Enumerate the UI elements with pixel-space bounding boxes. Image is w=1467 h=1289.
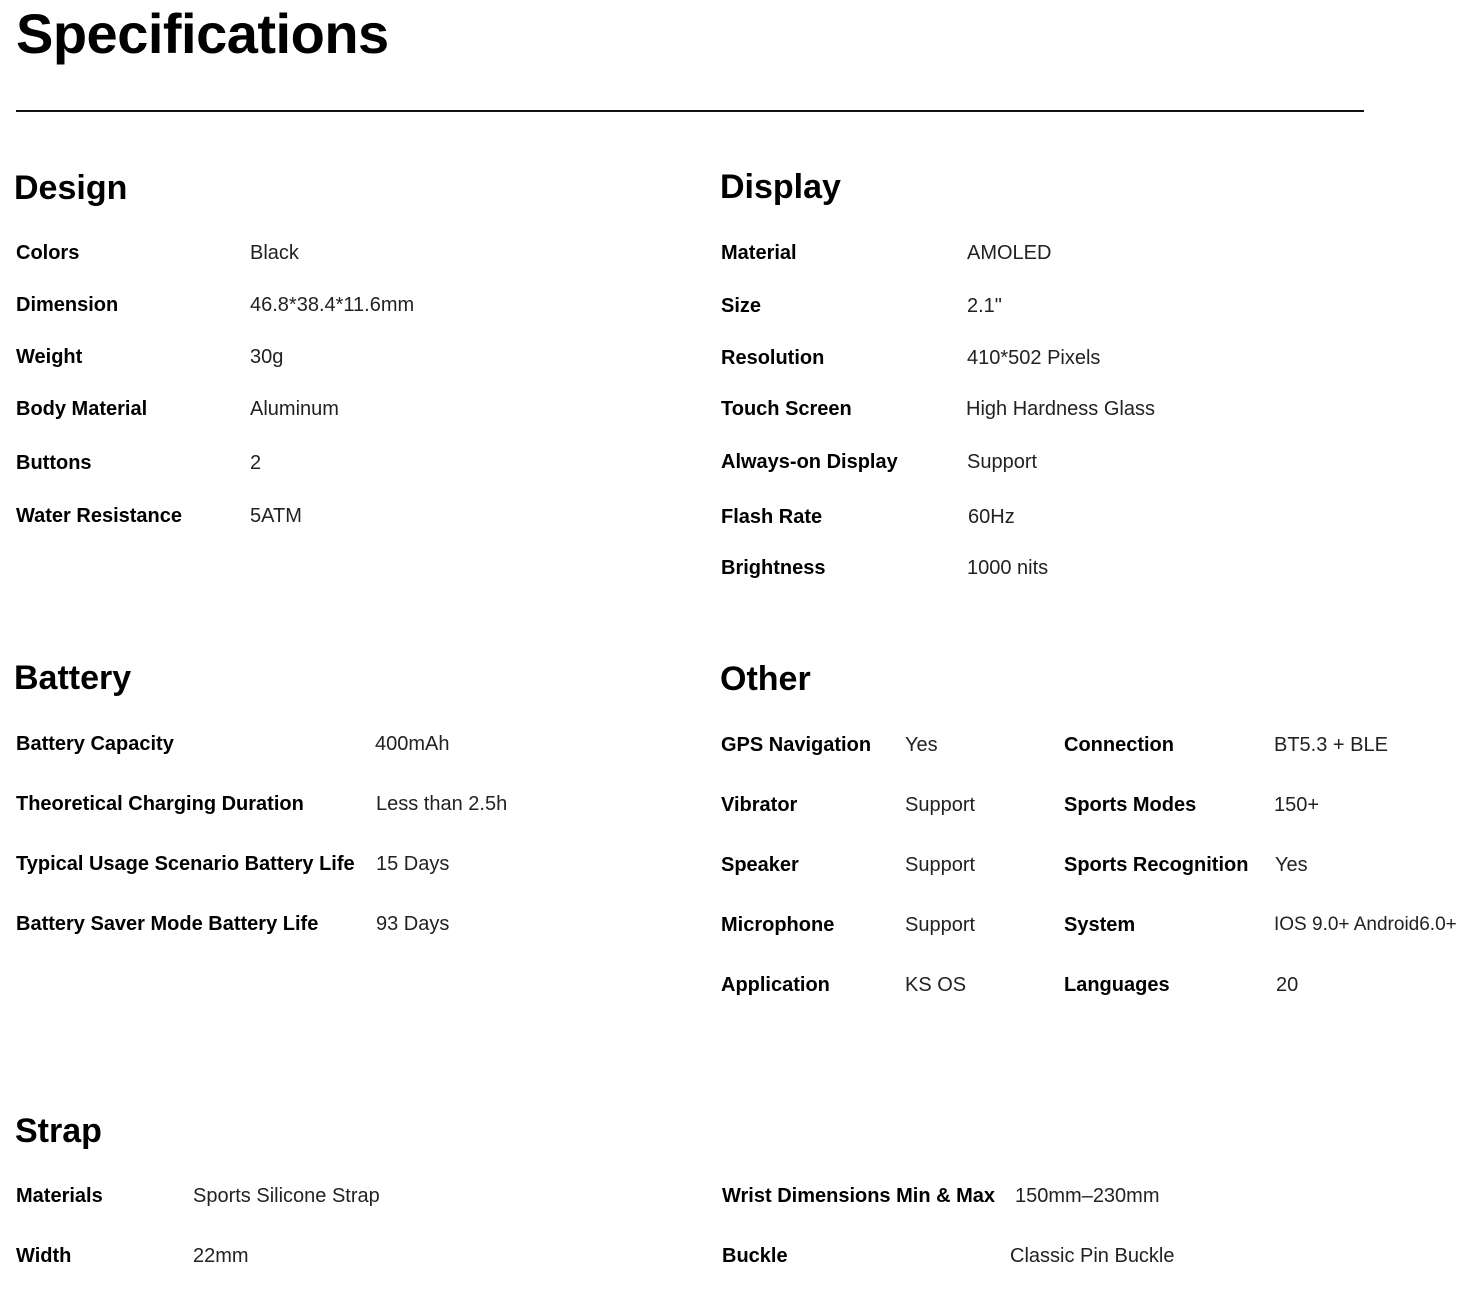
- spec-value: High Hardness Glass: [966, 398, 1155, 420]
- spec-label: Size: [721, 295, 762, 317]
- design-section-title: Design: [14, 169, 128, 207]
- spec-label: GPS Navigation: [721, 734, 872, 756]
- spec-value: Black: [250, 242, 299, 264]
- spec-value: Support: [905, 794, 976, 816]
- spec-value: Yes: [905, 734, 938, 756]
- display-section-title: Display: [720, 168, 841, 206]
- battery-section-title: Battery: [14, 659, 132, 697]
- spec-value: KS OS: [905, 974, 967, 996]
- spec-label: Water Resistance: [16, 505, 182, 527]
- spec-value: 93 Days: [376, 913, 450, 935]
- spec-label: Battery Saver Mode Battery Life: [16, 913, 319, 935]
- spec-value: 150mm–230mm: [1015, 1185, 1160, 1207]
- spec-label: Theoretical Charging Duration: [16, 793, 304, 815]
- spec-label: Sports Modes: [1064, 794, 1197, 816]
- spec-value: Yes: [1275, 854, 1308, 876]
- spec-label: Resolution: [721, 347, 825, 369]
- spec-value: BT5.3 + BLE: [1274, 734, 1388, 756]
- spec-label: Always-on Display: [721, 451, 898, 473]
- spec-label: Battery Capacity: [16, 733, 174, 755]
- spec-value: 30g: [250, 346, 284, 368]
- spec-value: Support: [967, 451, 1038, 473]
- spec-label: Buttons: [16, 452, 92, 474]
- spec-value: 1000 nits: [967, 557, 1049, 579]
- strap-section-title: Strap: [15, 1112, 102, 1150]
- spec-label: Microphone: [721, 914, 835, 936]
- spec-label: Sports Recognition: [1064, 854, 1249, 876]
- spec-value: Support: [905, 854, 976, 876]
- spec-value: 410*502 Pixels: [967, 347, 1101, 369]
- spec-value: 20: [1276, 974, 1299, 996]
- spec-label: System: [1064, 914, 1136, 936]
- spec-label: Languages: [1064, 974, 1170, 996]
- spec-label: Speaker: [721, 854, 799, 876]
- spec-label: Material: [721, 242, 797, 264]
- spec-value: 22mm: [193, 1245, 249, 1267]
- spec-value: Classic Pin Buckle: [1010, 1245, 1175, 1267]
- spec-value: Support: [905, 914, 976, 936]
- spec-label: Typical Usage Scenario Battery Life: [16, 853, 355, 875]
- spec-value: Less than 2.5h: [376, 793, 508, 815]
- spec-value: AMOLED: [967, 242, 1052, 264]
- spec-label: Brightness: [721, 557, 826, 579]
- spec-value: Sports Silicone Strap: [193, 1185, 380, 1207]
- spec-value: 400mAh: [375, 733, 450, 755]
- spec-value: 60Hz: [968, 506, 1015, 528]
- spec-label: Vibrator: [721, 794, 798, 816]
- spec-label: Width: [16, 1245, 72, 1267]
- spec-value: 46.8*38.4*11.6mm: [250, 294, 415, 316]
- spec-label: Touch Screen: [721, 398, 852, 420]
- spec-value: 2: [250, 452, 262, 474]
- spec-label: Colors: [16, 242, 80, 264]
- spec-label: Connection: [1064, 734, 1174, 756]
- spec-value: 5ATM: [250, 505, 302, 527]
- spec-label: Body Material: [16, 398, 148, 420]
- page-title: Specifications: [16, 2, 389, 65]
- spec-value: Aluminum: [250, 398, 339, 420]
- spec-label: Wrist Dimensions Min & Max: [722, 1185, 996, 1207]
- spec-label: Materials: [16, 1185, 103, 1207]
- spec-label: Weight: [16, 346, 83, 368]
- spec-label: Flash Rate: [721, 506, 823, 528]
- spec-value: IOS 9.0+ Android6.0+: [1274, 914, 1457, 935]
- spec-value: 15 Days: [376, 853, 450, 875]
- other-section-title: Other: [720, 660, 811, 698]
- spec-value: 2.1": [967, 295, 1002, 317]
- spec-label: Dimension: [16, 294, 119, 316]
- spec-value: 150+: [1274, 794, 1320, 816]
- spec-label: Application: [721, 974, 830, 996]
- title-divider: [16, 110, 1364, 112]
- spec-label: Buckle: [722, 1245, 788, 1267]
